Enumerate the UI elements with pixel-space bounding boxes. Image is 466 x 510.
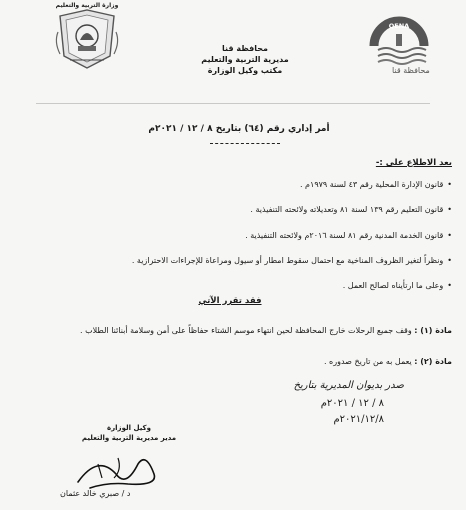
qena-governorate-logo [368,6,430,70]
ministry-label: وزارة التربية والتعليم [55,2,119,9]
law-item: • قانون التعليم رقم ١٣٩ لسنة ٨١ وتعديلاته ولائحته التنفيذية . [250,205,452,214]
issuing-authority [190,43,300,76]
logo-text: QENA [388,22,410,30]
article-label: مادة (٢) : [414,357,452,366]
law-item: • ونظراً لتغير الظروف المناخية مع احتمال سقوط امطار أو سيول ومراعاة للإجراءات الاحترازية . [132,256,452,265]
signatory-role: مدير مديرية التربية والتعليم [81,434,177,442]
law-item: • قانون الخدمة المدنية رقم ٨١ لسنة ٢٠١٦م ولائحته التنفيذية . [245,231,452,240]
title-underline [210,143,280,144]
order-title: أمر إداري رقم (٦٤) بتاريخ ٨ / ١٢ / ٢٠٢١م [148,124,330,134]
article-text: يعمل به من تاريخ صدوره . [323,357,412,366]
article-2 [324,357,452,366]
decision-heading: فقد تقرر الآتي [198,296,262,306]
issued-statement: صدر بديوان المديرية بتاريخ [293,380,404,391]
law-item: • قانون الإدارة المحلية رقم ٤٣ لسنة ١٩٧٩م . [300,180,452,189]
ministry-emblem [52,2,122,74]
article-text: وقف جميع الرحلات خارج المحافظة لحين انتهاء موسم الشتاء حفاظاً على أمن وسلامة أبنائنا الطلاب . [80,326,412,335]
emblem-icon [52,2,122,74]
governorate-label: محافظة قنا [392,66,430,75]
header-line: محافظة قنا [222,44,268,53]
article-1 [80,326,452,335]
signatory-title [74,423,184,443]
issued-date: ٨ / ١٢ / ٢٠٢١م [320,398,384,409]
law-item: • وعلى ما ارتأيناه لصالح العمل . [343,281,452,290]
header-line: مديرية التربية والتعليم [201,55,289,64]
signatory-name: د / صبري خالد عثمان [60,489,131,498]
preamble-heading: بعد الاطلاع على :- [375,158,452,168]
header-line: مكتب وكيل الوزارة [207,66,283,75]
issued-date-handwritten: ٢٠٢١/١٢/٨م [333,414,384,425]
handwritten-signature [68,444,168,494]
article-label: مادة (١) : [414,326,452,335]
header-divider [36,103,430,104]
signatory-role: وكيل الوزارة [107,424,151,432]
